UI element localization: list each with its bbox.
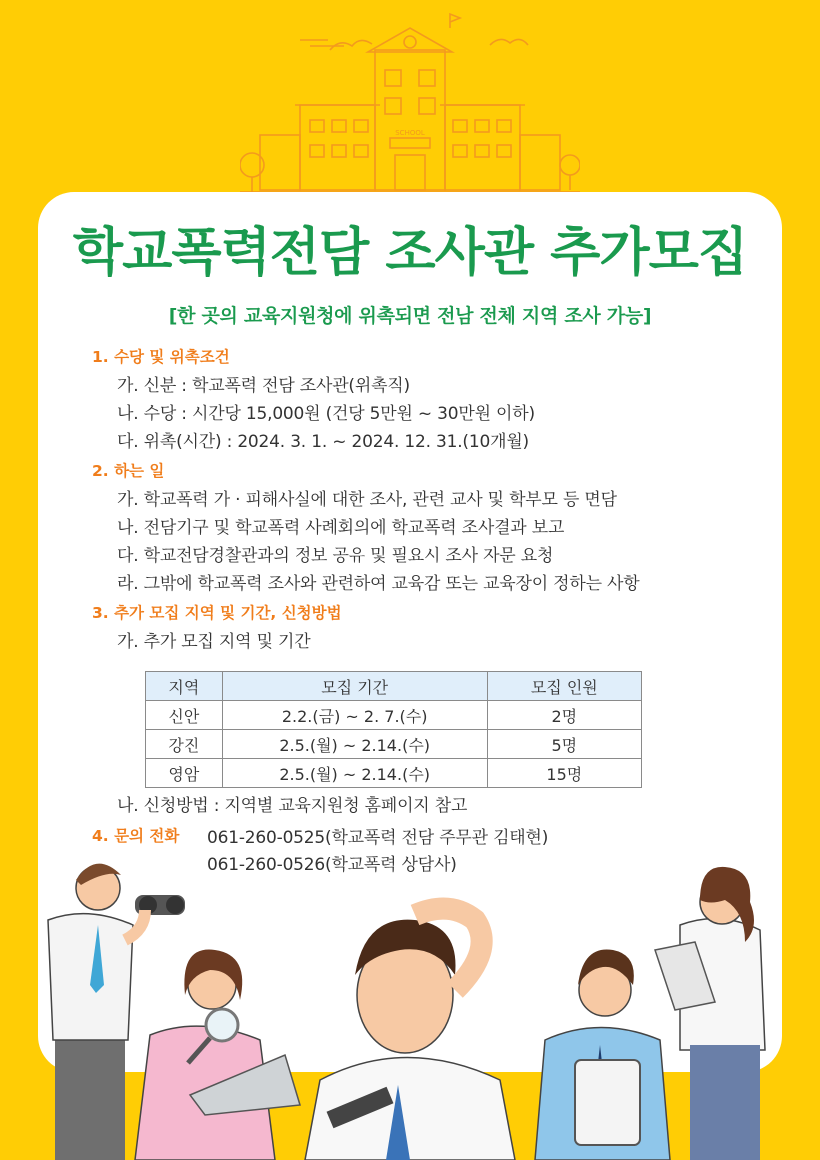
table-cell: 2명 xyxy=(487,701,641,730)
page-subtitle: [한 곳의 교육지원청에 위촉되면 전남 전체 지역 조사 가능] xyxy=(168,305,652,327)
table-cell: 5명 xyxy=(487,730,641,759)
table-header: 지역 xyxy=(146,672,223,701)
table-row xyxy=(146,701,642,730)
recruitment-item: 가. 추가 모집 지역 및 기간 xyxy=(117,632,311,652)
section-heading-recruitment: 3. 추가 모집 지역 및 기간, 신청방법 xyxy=(92,604,342,622)
school-building-illustration xyxy=(240,10,580,200)
table-cell: 2.5.(월) ~ 2.14.(수) xyxy=(222,759,487,788)
allowance-item: 다. 위촉(시간) : 2024. 3. 1. ~ 2024. 12. 31.(10개월) xyxy=(117,432,529,452)
duty-item: 다. 학교전담경찰관과의 정보 공유 및 필요시 조사 자문 요청 xyxy=(117,546,554,566)
duty-item: 나. 전담기구 및 학교폭력 사례회의에 학교폭력 조사결과 보고 xyxy=(117,518,565,538)
center-man xyxy=(305,909,515,1160)
section-heading-allowance: 1. 수당 및 위촉조건 xyxy=(92,348,230,366)
clipboard-man xyxy=(535,949,670,1160)
table-cell: 15명 xyxy=(487,759,641,788)
allowance-item: 가. 신분 : 학교폭력 전담 조사관(위촉직) xyxy=(117,376,410,396)
page-title: 학교폭력전담 조사관 추가모집 xyxy=(72,223,748,283)
application-method: 나. 신청방법 : 지역별 교육지원청 홈페이지 참고 xyxy=(117,796,468,816)
table-header: 모집 인원 xyxy=(487,672,641,701)
contact-row xyxy=(92,820,772,850)
table-cell: 2.5.(월) ~ 2.14.(수) xyxy=(222,730,487,759)
allowance-item: 나. 수당 : 시간당 15,000원 (건당 5만원 ~ 30만원 이하) xyxy=(117,404,535,424)
table-row xyxy=(146,730,642,759)
recruitment-table xyxy=(145,671,642,788)
table-cell: 강진 xyxy=(146,730,223,759)
contact-phone: 061-260-0525(학교폭력 전담 주무관 김태현) xyxy=(207,827,549,848)
table-header-row xyxy=(146,672,642,701)
people-illustration xyxy=(0,850,820,1160)
duty-item: 가. 학교폭력 가 · 피해사실에 대한 조사, 관련 교사 및 학부모 등 면담 xyxy=(117,490,617,510)
table-cell: 2.2.(금) ~ 2. 7.(수) xyxy=(222,701,487,730)
duty-item: 라. 그밖에 학교폭력 조사와 관련하여 교육감 또는 교육장이 정하는 사항 xyxy=(117,574,640,594)
section-heading-duties: 2. 하는 일 xyxy=(92,462,165,480)
table-row xyxy=(146,759,642,788)
table-cell: 영암 xyxy=(146,759,223,788)
table-header: 모집 기간 xyxy=(222,672,487,701)
tablet-woman xyxy=(655,867,765,1160)
magnifier-woman xyxy=(135,950,300,1160)
contact-phone: 061-260-0526(학교폭력 상담사) xyxy=(207,855,457,875)
content-body xyxy=(92,342,772,656)
school-sign: SCHOOL xyxy=(395,129,425,137)
table-cell: 신안 xyxy=(146,701,223,730)
section-heading-contact: 4. 문의 전화 xyxy=(92,827,180,845)
